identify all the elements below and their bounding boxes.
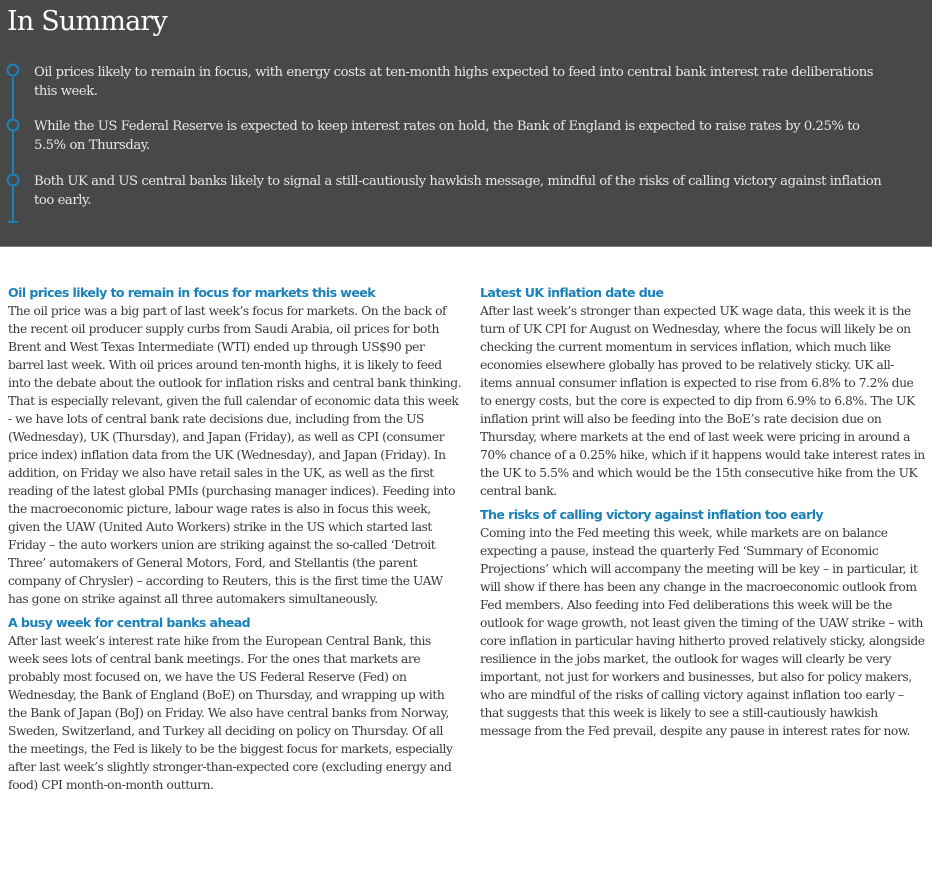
section-body: After last week’s stronger than expected UK wage data, this week it is the turn of UK CPI for August on Wednesday, where the focus will likely be on checking the current momentum in services inflation, which much like economies elsewhere globally has proved to be relatively sticky. UK all-items annual consumer inflation is expected to rise from 6.8% to 7.2% due to energy costs, but the core is expected to dip from 6.9% to 6.8%. The UK inflation print will also be feeding into the BoE’s rate decision due on Thursday, where markets at the end of last week were pricing in around a 70% chance of a 0.25% hike, which if it happens would take interest rates in the UK to 5.5% and which would be the 15th consecutive hike from the UK central bank.: [480, 304, 925, 498]
section-heading: The risks of calling victory against inflation too early: [480, 507, 824, 522]
section-central-banks: [8, 614, 463, 794]
summary-bullet: While the US Federal Reserve is expected to keep interest rates on hold, the Bank of England is expected to raise rates by 0.25% to 5.5% on Thursday.: [34, 119, 860, 153]
timeline-graphic: [0, 0, 30, 247]
timeline-node-icon: [8, 120, 19, 131]
section-body: The oil price was a big part of last week’s focus for markets. On the back of the recent oil producer supply curbs from Saudi Arabia, oil prices for both Brent and West Texas Intermediate (WTI) ended up through US$90 per barrel last week. With oil prices around ten-month highs, it is likely to feed into the debate about the outlook for inflation risks and central bank thinking. That is especially relevant, given the full calendar of economic data this week - we have lots of central bank rate decisions due, including from the US (Wednesday), UK (Thursday), and Japan (Friday), as well as CPI (consumer price index) inflation data from the UK (Wednesday), and Japan (Friday). In addition, on Friday we also have retail sales in the UK, as well as the first reading of the latest global PMIs (purchasing manager indices). Feeding into the macroeconomic picture, labour wage rates is also in focus this week, given the UAW (United Auto Workers) strike in the US which started last Friday – the auto workers union are striking against the so-called ‘Detroit Three’ automakers of General Motors, Ford, and Stellantis (the parent company of Chrysler) – according to Reuters, this is the first time the UAW has gone on strike against all three automakers simultaneously.: [8, 304, 462, 606]
timeline-node-icon: [8, 175, 19, 186]
summary-bullet: Oil prices likely to remain in focus, with energy costs at ten-month highs expected to feed into central bank interest rate deliberations this week.: [34, 65, 874, 99]
section-oil-prices: [8, 284, 463, 608]
section-heading: Latest UK inflation date due: [480, 285, 664, 300]
section-body: After last week’s interest rate hike from the European Central Bank, this week sees lots of central bank meetings. For the ones that markets are probably most focused on, we have the US Federal Reserve (Fed) on Wednesday, the Bank of England (BoE) on Thursday, and wrapping up with the Bank of Japan (BoJ) on Friday. We also have central banks from Norway, Sweden, Switzerland, and Turkey all deciding on policy on Thursday. Of all the meetings, the Fed is likely to be the biggest focus for markets, especially after last week’s slightly stronger-than-expected core (excluding energy and food) CPI month-on-month outturn.: [8, 634, 453, 792]
summary-panel: [0, 0, 932, 247]
section-body: Coming into the Fed meeting this week, while markets are on balance expecting a pause, instead the quarterly Fed ‘Summary of Economic Projections’ which will accompany the meeting will be key – in particular, it will show if there has been any change in the macroeconomic outlook from Fed members. Also feeding into Fed deliberations this week will be the outlook for wage growth, not least given the timing of the UAW strike – with core inflation in particular having hitherto proved relatively sticky, alongside resilience in the jobs market, the outlook for wages will clearly be very important, not just for workers and businesses, but also for policy makers, who are mindful of the risks of calling victory against inflation too early – that suggests that this week is likely to see a still-cautiously hawkish message from the Fed prevail, despite any pause in interest rates for now.: [480, 526, 925, 738]
right-column: [480, 284, 925, 744]
section-uk-inflation: [480, 284, 925, 500]
section-heading: A busy week for central banks ahead: [8, 615, 251, 630]
timeline-node-icon: [8, 65, 19, 76]
summary-title: In Summary: [7, 6, 167, 37]
summary-bullet: Both UK and US central banks likely to signal a still-cautiously hawkish message, mindful of the risks of calling victory against inflation too early.: [34, 174, 882, 208]
section-heading: Oil prices likely to remain in focus for markets this week: [8, 285, 375, 300]
section-risks-victory: [480, 506, 925, 740]
left-column: [8, 284, 463, 798]
